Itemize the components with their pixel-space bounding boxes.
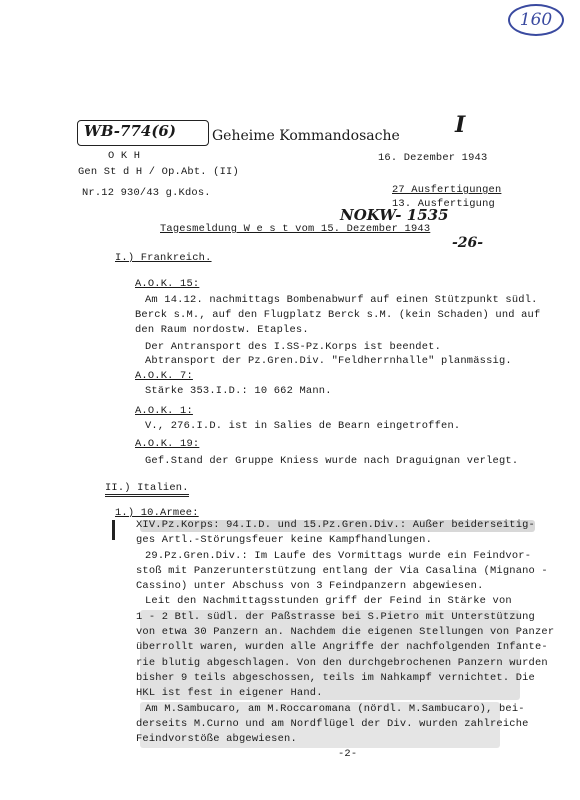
archive-sub: -26- xyxy=(452,235,484,251)
copies: 27 Ausfertigungen xyxy=(392,184,502,196)
roman-mark: I xyxy=(455,112,466,138)
aok15-line: Am 14.12. nachmittags Bombenabwurf auf einen Stützpunkt südl. xyxy=(145,294,538,306)
aok15-line: Berck s.M., auf den Flugplatz Berck s.M. (kein Schaden) und auf xyxy=(135,309,541,321)
aok1-label: A.O.K. 1: xyxy=(135,405,193,417)
italy-line: ges Artl.-Störungsfeuer keine Kampfhandlungen. xyxy=(136,534,433,546)
italy-line: Am M.Sambucaro, am M.Roccaromana (nördl. M.Sambucaro), bei- xyxy=(145,703,525,715)
italy-line: bisher 9 teils abgeschossen, teils im Nahkampf vernichtet. Die xyxy=(136,672,535,684)
classification: Geheime Kommandosache xyxy=(212,128,400,144)
date: 16. Dezember 1943 xyxy=(378,152,488,164)
italy-line: Leit den Nachmittagsstunden griff der Feind in Stärke von xyxy=(145,595,512,607)
aok15-line: Der Antransport des I.SS-Pz.Korps ist beendet. xyxy=(145,341,442,353)
section-italy-heading: II.) Italien. xyxy=(105,482,189,497)
org: O K H xyxy=(108,150,141,162)
section-france-heading: I.) Frankreich. xyxy=(115,252,212,264)
italy-line: 29.Pz.Gren.Div.: Im Laufe des Vormittags wurde ein Feindvor- xyxy=(145,550,532,562)
ref-number: Nr.12 930/43 g.Kdos. xyxy=(82,187,211,199)
italy-line: Cassino) unter Abschuss von 3 Feindpanzern abgewiesen. xyxy=(136,580,484,592)
file-stamp-number: WB-774(6) xyxy=(84,122,176,140)
report-title: Tagesmeldung W e s t vom 15. Dezember 1943 xyxy=(160,223,431,235)
italy-line: von etwa 30 Panzern an. Nachdem die eigenen Stellungen von Panzer xyxy=(136,626,555,638)
photocopy-smudge xyxy=(140,702,500,748)
italy-line: XIV.Pz.Korps: 94.I.D. und 15.Pz.Gren.Div.: Außer beiderseitig- xyxy=(136,519,535,531)
margin-mark xyxy=(112,520,115,540)
footer-page-number: -2- xyxy=(338,748,358,760)
photocopy-smudge xyxy=(140,610,520,700)
archive-mark: NOKW- 1535 xyxy=(340,206,449,224)
italy-line: überrollt waren, wurden alle Angriffe der nachfolgenden Infante- xyxy=(136,641,548,653)
page-number-circle: 160 xyxy=(508,4,564,36)
aok15-line: Abtransport der Pz.Gren.Div. "Feldherrnhalle" planmässig. xyxy=(145,355,512,367)
aok7-line: Stärke 353.I.D.: 10 662 Mann. xyxy=(145,385,332,397)
aok19-label: A.O.K. 19: xyxy=(135,438,200,450)
italy-line: Feindvorstöße abgewiesen. xyxy=(136,733,297,745)
aok7-label: A.O.K. 7: xyxy=(135,370,193,382)
italy-line: derseits M.Curno und am Nordflügel der Div. wurden zahlreiche xyxy=(136,718,529,730)
aok15-label: A.O.K. 15: xyxy=(135,278,200,290)
aok19-line: Gef.Stand der Gruppe Kniess wurde nach Draguignan verlegt. xyxy=(145,455,519,467)
italy-line: stoß mit Panzerunterstützung entlang der Via Casalina (Mignano - xyxy=(136,565,548,577)
tenth-army-heading: 1.) 10.Armee: xyxy=(115,507,199,519)
italy-line: rie blutig abgeschlagen. Von den durchgebrochenen Panzern wurden xyxy=(136,657,548,669)
aok15-line: den Raum nordostw. Etaples. xyxy=(135,324,309,336)
italy-line: 1 - 2 Btl. südl. der Paßstrasse bei S.Pietro mit Unterstützung xyxy=(136,611,535,623)
italy-line: HKL ist fest in eigener Hand. xyxy=(136,687,323,699)
photocopy-smudge xyxy=(140,520,535,532)
aok1-line: V., 276.I.D. ist in Salies de Bearn eingetroffen. xyxy=(145,420,461,432)
copy-number: 13. Ausfertigung xyxy=(392,198,495,210)
dept: Gen St d H / Op.Abt. (II) xyxy=(78,166,239,178)
